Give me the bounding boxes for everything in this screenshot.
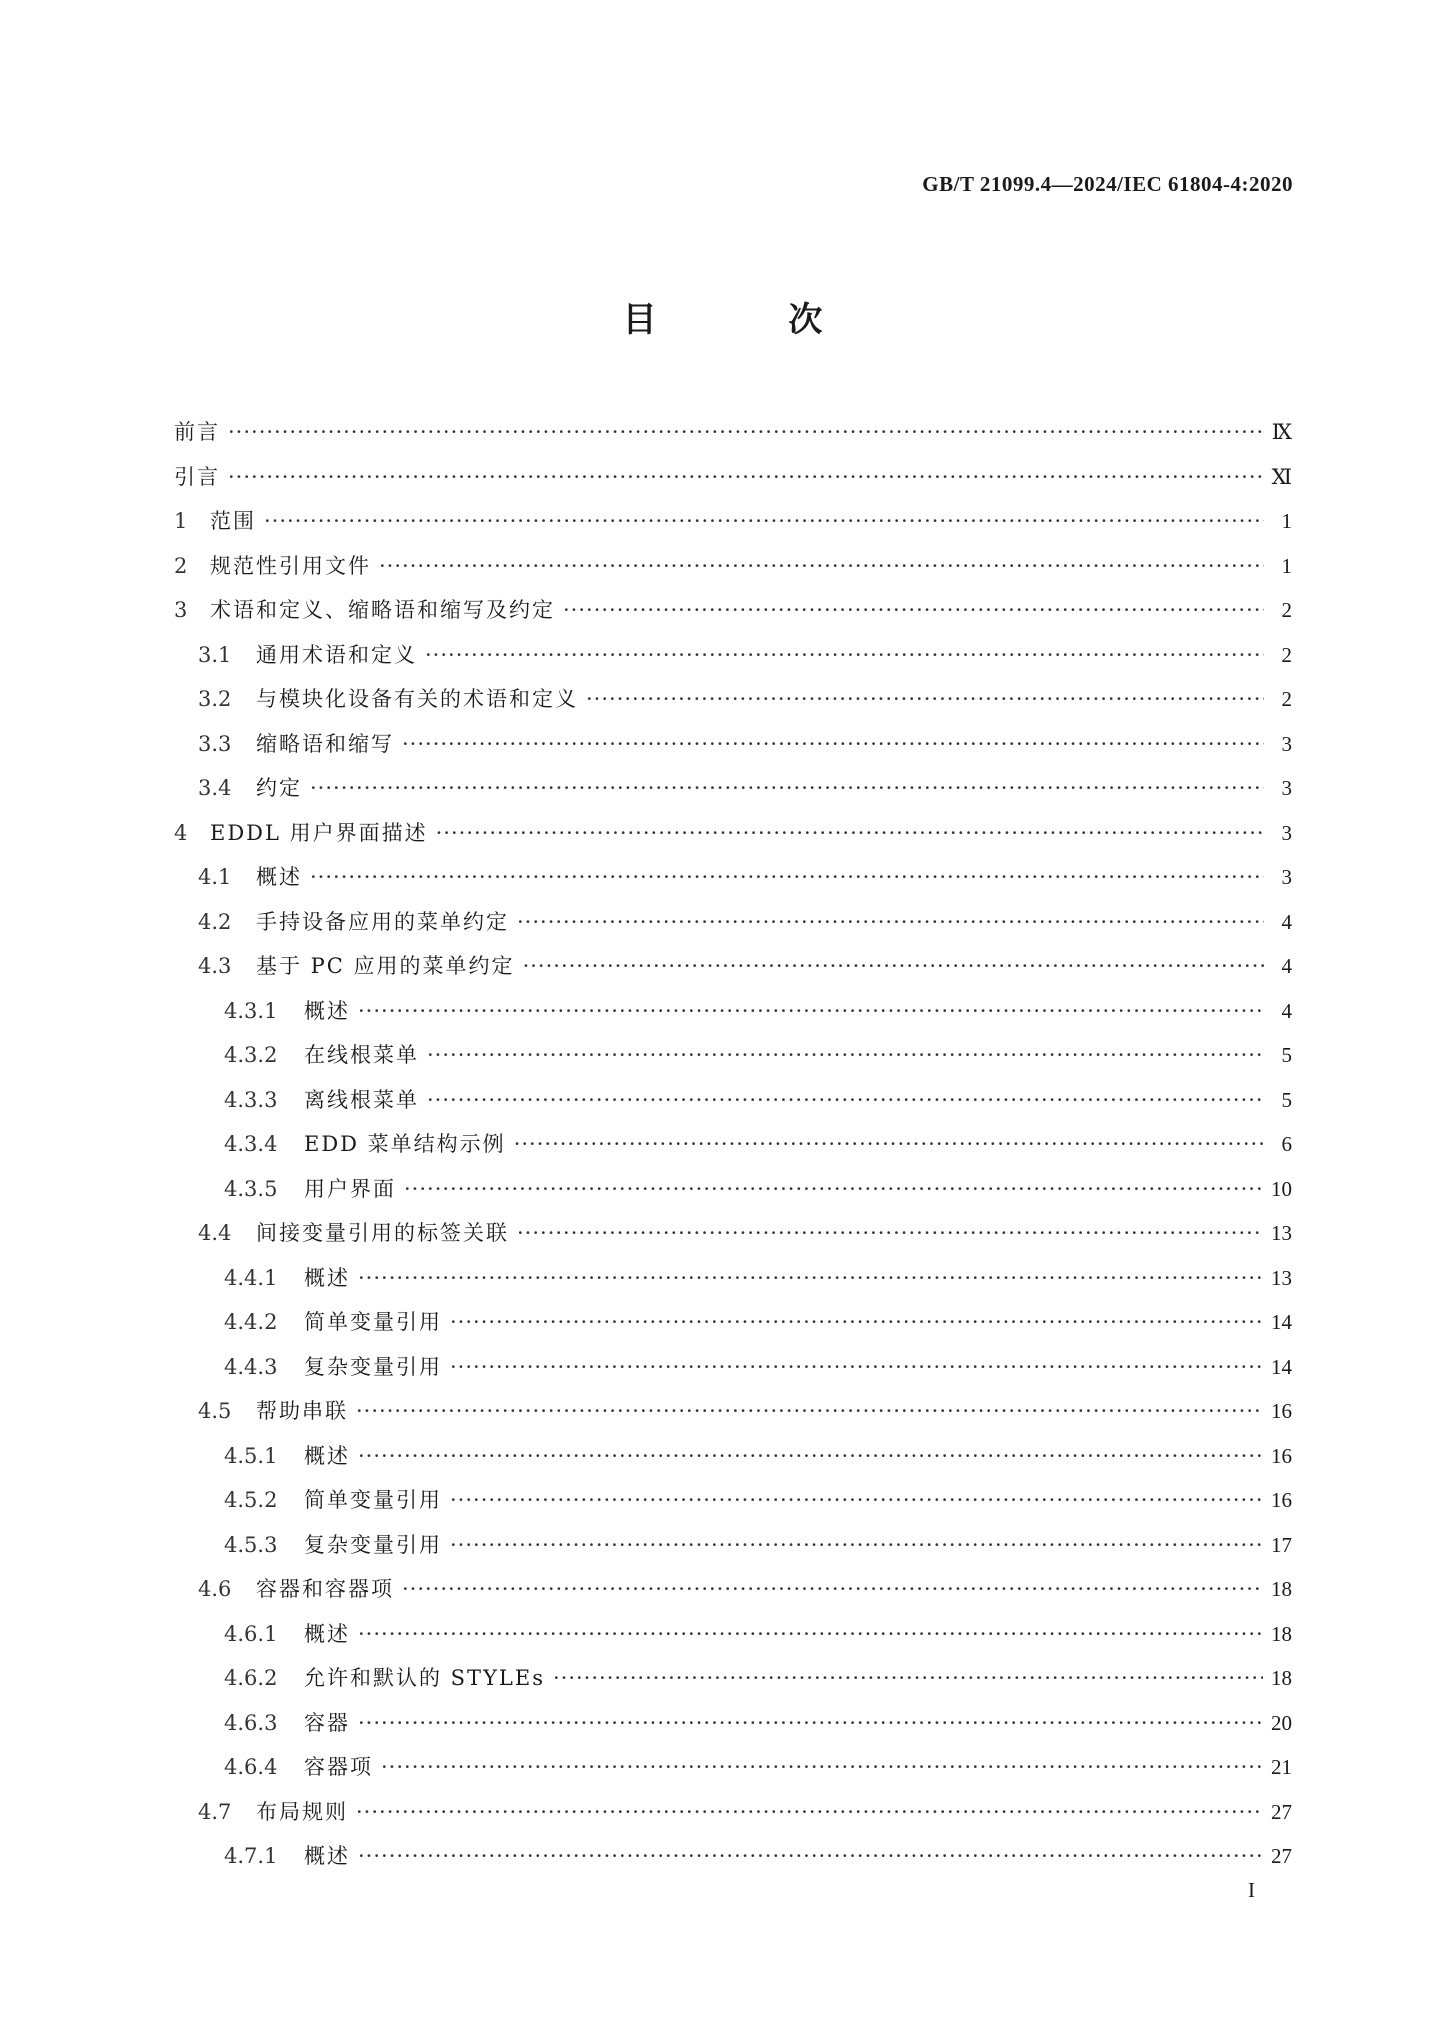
toc-entry-title: 复杂变量引用	[304, 1354, 442, 1379]
toc-entry-number: 4.6	[198, 1577, 232, 1601]
toc-entry-title: 概述	[304, 1265, 350, 1290]
toc-entry[interactable]	[174, 1122, 1292, 1167]
toc-entry-title: 概述	[256, 865, 302, 889]
toc-entry-page: 16	[1271, 1443, 1292, 1468]
toc-entry[interactable]	[174, 1834, 1292, 1879]
toc-entry-number: 4.4.2	[224, 1310, 278, 1334]
toc-entry-number: 1	[174, 509, 188, 533]
toc-entry[interactable]	[174, 722, 1292, 767]
toc-entry-title: 帮助串联	[256, 1399, 348, 1423]
toc-leader-dots	[427, 1078, 1264, 1123]
toc-entry-number: 3	[174, 598, 188, 622]
toc-entry[interactable]	[174, 811, 1292, 856]
toc-entry-number: 2	[174, 553, 188, 578]
toc-entry-page: 4	[1281, 998, 1292, 1023]
toc-entry-title: 容器和容器项	[256, 1577, 394, 1601]
toc-leader-dots	[228, 455, 1264, 500]
toc-entry-page: 6	[1281, 1132, 1292, 1156]
toc-leader-dots	[553, 1656, 1263, 1701]
toc-entry-page: 27	[1271, 1844, 1292, 1868]
toc-entry-number: 4.5.3	[224, 1532, 278, 1557]
toc-entry[interactable]	[174, 633, 1292, 678]
toc-entry-number: 4.5	[198, 1399, 232, 1423]
toc-entry-number: 4.3.1	[224, 998, 278, 1023]
toc-entry[interactable]	[174, 1389, 1292, 1434]
toc-entry-number: 3.4	[198, 776, 232, 800]
toc-leader-dots	[450, 1478, 1263, 1523]
toc-entry[interactable]	[174, 1656, 1292, 1701]
toc-entry-number: 4.6.2	[224, 1666, 278, 1690]
toc-leader-dots	[436, 811, 1264, 856]
toc-entry-number: 4.6.4	[224, 1755, 278, 1779]
toc-entry-title: 容器项	[304, 1755, 373, 1779]
toc-entry[interactable]	[174, 1478, 1292, 1523]
toc-leader-dots	[358, 1256, 1263, 1301]
toc-entry-title: 基于 PC 应用的菜单约定	[256, 954, 515, 978]
toc-leader-dots	[381, 1745, 1263, 1790]
toc-entry-page: 10	[1271, 1176, 1292, 1201]
toc-entry-page: Ⅺ	[1271, 464, 1292, 489]
toc-entry-title: 间接变量引用的标签关联	[256, 1221, 509, 1245]
toc-entry-page: 16	[1271, 1399, 1292, 1423]
toc-entry[interactable]	[174, 855, 1292, 900]
toc-entry-number: 4.3.4	[224, 1132, 278, 1156]
toc-leader-dots	[358, 989, 1264, 1034]
toc-entry[interactable]	[174, 766, 1292, 811]
toc-entry-number: 4.5.2	[224, 1488, 278, 1512]
toc-entry-title: 前言	[174, 420, 220, 444]
toc-entry-number: 3.3	[198, 731, 232, 756]
toc-entry-number: 4.6.3	[224, 1710, 278, 1735]
toc-leader-dots	[356, 1790, 1263, 1835]
toc-entry-page: 1	[1281, 553, 1292, 578]
toc-entry[interactable]	[174, 1612, 1292, 1657]
toc-entry-number: 4.6.1	[224, 1621, 278, 1646]
toc-entry[interactable]	[174, 1078, 1292, 1123]
toc-entry-page: 18	[1271, 1621, 1292, 1646]
toc-leader-dots	[379, 544, 1264, 589]
toc-entry-page: 3	[1281, 865, 1292, 889]
toc-leader-dots	[310, 855, 1264, 900]
toc-entry-title: 范围	[210, 509, 256, 533]
toc-entry-title: EDDL 用户界面描述	[210, 820, 428, 845]
toc-leader-dots	[517, 900, 1264, 945]
toc-entry-number: 4.4.3	[224, 1354, 278, 1379]
toc-entry-number: 4.3.5	[224, 1176, 278, 1201]
toc-entry-title: 约定	[256, 776, 302, 800]
toc-entry[interactable]	[174, 900, 1292, 945]
toc-entry[interactable]	[174, 1167, 1292, 1212]
toc-entry-page: 5	[1281, 1043, 1292, 1067]
toc-entry-number: 4.4	[198, 1221, 232, 1245]
toc-entry-title: 规范性引用文件	[210, 553, 371, 578]
toc-entry[interactable]	[174, 1345, 1292, 1390]
toc-leader-dots	[450, 1345, 1263, 1390]
toc-entry-page: 3	[1281, 776, 1292, 800]
toc-entry-number: 3.2	[198, 687, 232, 711]
toc-entry-page: 21	[1271, 1755, 1292, 1779]
toc-entry-title: EDD 菜单结构示例	[304, 1132, 506, 1156]
toc-entry[interactable]	[174, 1300, 1292, 1345]
toc-entry-number: 4.7	[198, 1799, 232, 1824]
toc-entry-page: 18	[1271, 1666, 1292, 1690]
toc-entry-number: 4.3.2	[224, 1043, 278, 1067]
toc-leader-dots	[523, 944, 1264, 989]
toc-entry-title: 与模块化设备有关的术语和定义	[256, 687, 578, 711]
toc-entry-number: 4.1	[198, 865, 232, 889]
toc-entry[interactable]	[174, 1567, 1292, 1612]
toc-entry-page: 5	[1281, 1087, 1292, 1112]
toc-entry-title: 概述	[304, 1621, 350, 1646]
toc-entry-title: 概述	[304, 998, 350, 1023]
toc-entry-page: 14	[1271, 1310, 1292, 1334]
toc-entry-page: 20	[1271, 1710, 1292, 1735]
toc-entry-page: 3	[1281, 731, 1292, 756]
toc-entry-title: 离线根菜单	[304, 1087, 419, 1112]
toc-entry[interactable]	[174, 1256, 1292, 1301]
toc-entry-page: 4	[1281, 954, 1292, 978]
toc-entry[interactable]	[174, 1523, 1292, 1568]
toc-entry[interactable]	[174, 1701, 1292, 1746]
toc-leader-dots	[517, 1211, 1263, 1256]
document-code: GB/T 21099.4—2024/IEC 61804-4:2020	[922, 172, 1293, 196]
toc-leader-dots	[356, 1389, 1263, 1434]
toc-leader-dots	[358, 1701, 1263, 1746]
toc-entry-page: 18	[1271, 1577, 1292, 1601]
toc-entry-page: Ⅸ	[1271, 420, 1292, 444]
toc-entry-page: 2	[1281, 642, 1292, 667]
toc-leader-dots	[586, 677, 1264, 722]
toc-entry[interactable]	[174, 499, 1292, 544]
toc-entry-title: 简单变量引用	[304, 1310, 442, 1334]
toc-entry[interactable]	[174, 588, 1292, 633]
toc-entry[interactable]	[174, 944, 1292, 989]
toc-entry-title: 概述	[304, 1844, 350, 1868]
toc-entry-title: 术语和定义、缩略语和缩写及约定	[210, 598, 555, 622]
toc-leader-dots	[450, 1523, 1263, 1568]
toc-entry-number: 4.7.1	[224, 1844, 278, 1868]
toc-entry-title: 用户界面	[304, 1176, 396, 1201]
page-number: I	[1248, 1878, 1255, 1902]
toc-entry[interactable]	[174, 677, 1292, 722]
toc-leader-dots	[358, 1834, 1263, 1879]
toc-entry[interactable]	[174, 1790, 1292, 1835]
toc-entry-page: 13	[1271, 1221, 1292, 1245]
toc-entry-page: 13	[1271, 1265, 1292, 1290]
toc-entry-title: 通用术语和定义	[256, 642, 417, 667]
toc-entry-title: 缩略语和缩写	[256, 731, 394, 756]
table-of-contents	[174, 410, 1292, 1879]
toc-entry-number: 4.2	[198, 909, 232, 934]
toc-entry-title: 手持设备应用的菜单约定	[256, 909, 509, 934]
toc-entry-page: 3	[1281, 820, 1292, 845]
toc-entry-page: 14	[1271, 1354, 1292, 1379]
toc-entry-title: 简单变量引用	[304, 1488, 442, 1512]
toc-entry-number: 4.3	[198, 954, 232, 978]
toc-entry-title: 引言	[174, 464, 220, 489]
toc-entry-page: 27	[1271, 1799, 1292, 1824]
toc-entry-number: 4.4.1	[224, 1265, 278, 1290]
toc-leader-dots	[427, 1033, 1264, 1078]
toc-entry-number: 4	[174, 820, 188, 845]
toc-entry-title: 容器	[304, 1710, 350, 1735]
toc-entry[interactable]	[174, 1211, 1292, 1256]
toc-entry-page: 16	[1271, 1488, 1292, 1512]
toc-entry[interactable]	[174, 455, 1292, 500]
toc-entry[interactable]	[174, 410, 1292, 455]
toc-entry[interactable]	[174, 544, 1292, 589]
toc-entry[interactable]	[174, 1745, 1292, 1790]
toc-leader-dots	[358, 1434, 1263, 1479]
toc-leader-dots	[514, 1122, 1264, 1167]
toc-entry[interactable]	[174, 989, 1292, 1034]
toc-leader-dots	[402, 722, 1264, 767]
toc-leader-dots	[402, 1567, 1263, 1612]
toc-leader-dots	[450, 1300, 1263, 1345]
toc-entry-number: 4.5.1	[224, 1443, 278, 1468]
toc-entry[interactable]	[174, 1033, 1292, 1078]
toc-leader-dots	[404, 1167, 1263, 1212]
toc-entry[interactable]	[174, 1434, 1292, 1479]
toc-leader-dots	[358, 1612, 1263, 1657]
toc-entry-page: 2	[1281, 687, 1292, 711]
toc-entry-title: 在线根菜单	[304, 1043, 419, 1067]
toc-leader-dots	[425, 633, 1264, 678]
toc-entry-page: 4	[1281, 909, 1292, 934]
toc-entry-title: 概述	[304, 1443, 350, 1468]
toc-entry-page: 1	[1281, 509, 1292, 533]
toc-entry-page: 2	[1281, 598, 1292, 622]
toc-leader-dots	[310, 766, 1264, 811]
toc-leader-dots	[228, 410, 1264, 455]
toc-entry-title: 布局规则	[256, 1799, 348, 1824]
toc-entry-title: 允许和默认的 STYLEs	[304, 1666, 545, 1690]
page-title: 目 次	[622, 300, 883, 340]
toc-entry-number: 3.1	[198, 642, 232, 667]
toc-leader-dots	[563, 588, 1264, 633]
toc-entry-page: 17	[1271, 1532, 1292, 1557]
toc-leader-dots	[264, 499, 1264, 544]
toc-entry-number: 4.3.3	[224, 1087, 278, 1112]
toc-entry-title: 复杂变量引用	[304, 1532, 442, 1557]
